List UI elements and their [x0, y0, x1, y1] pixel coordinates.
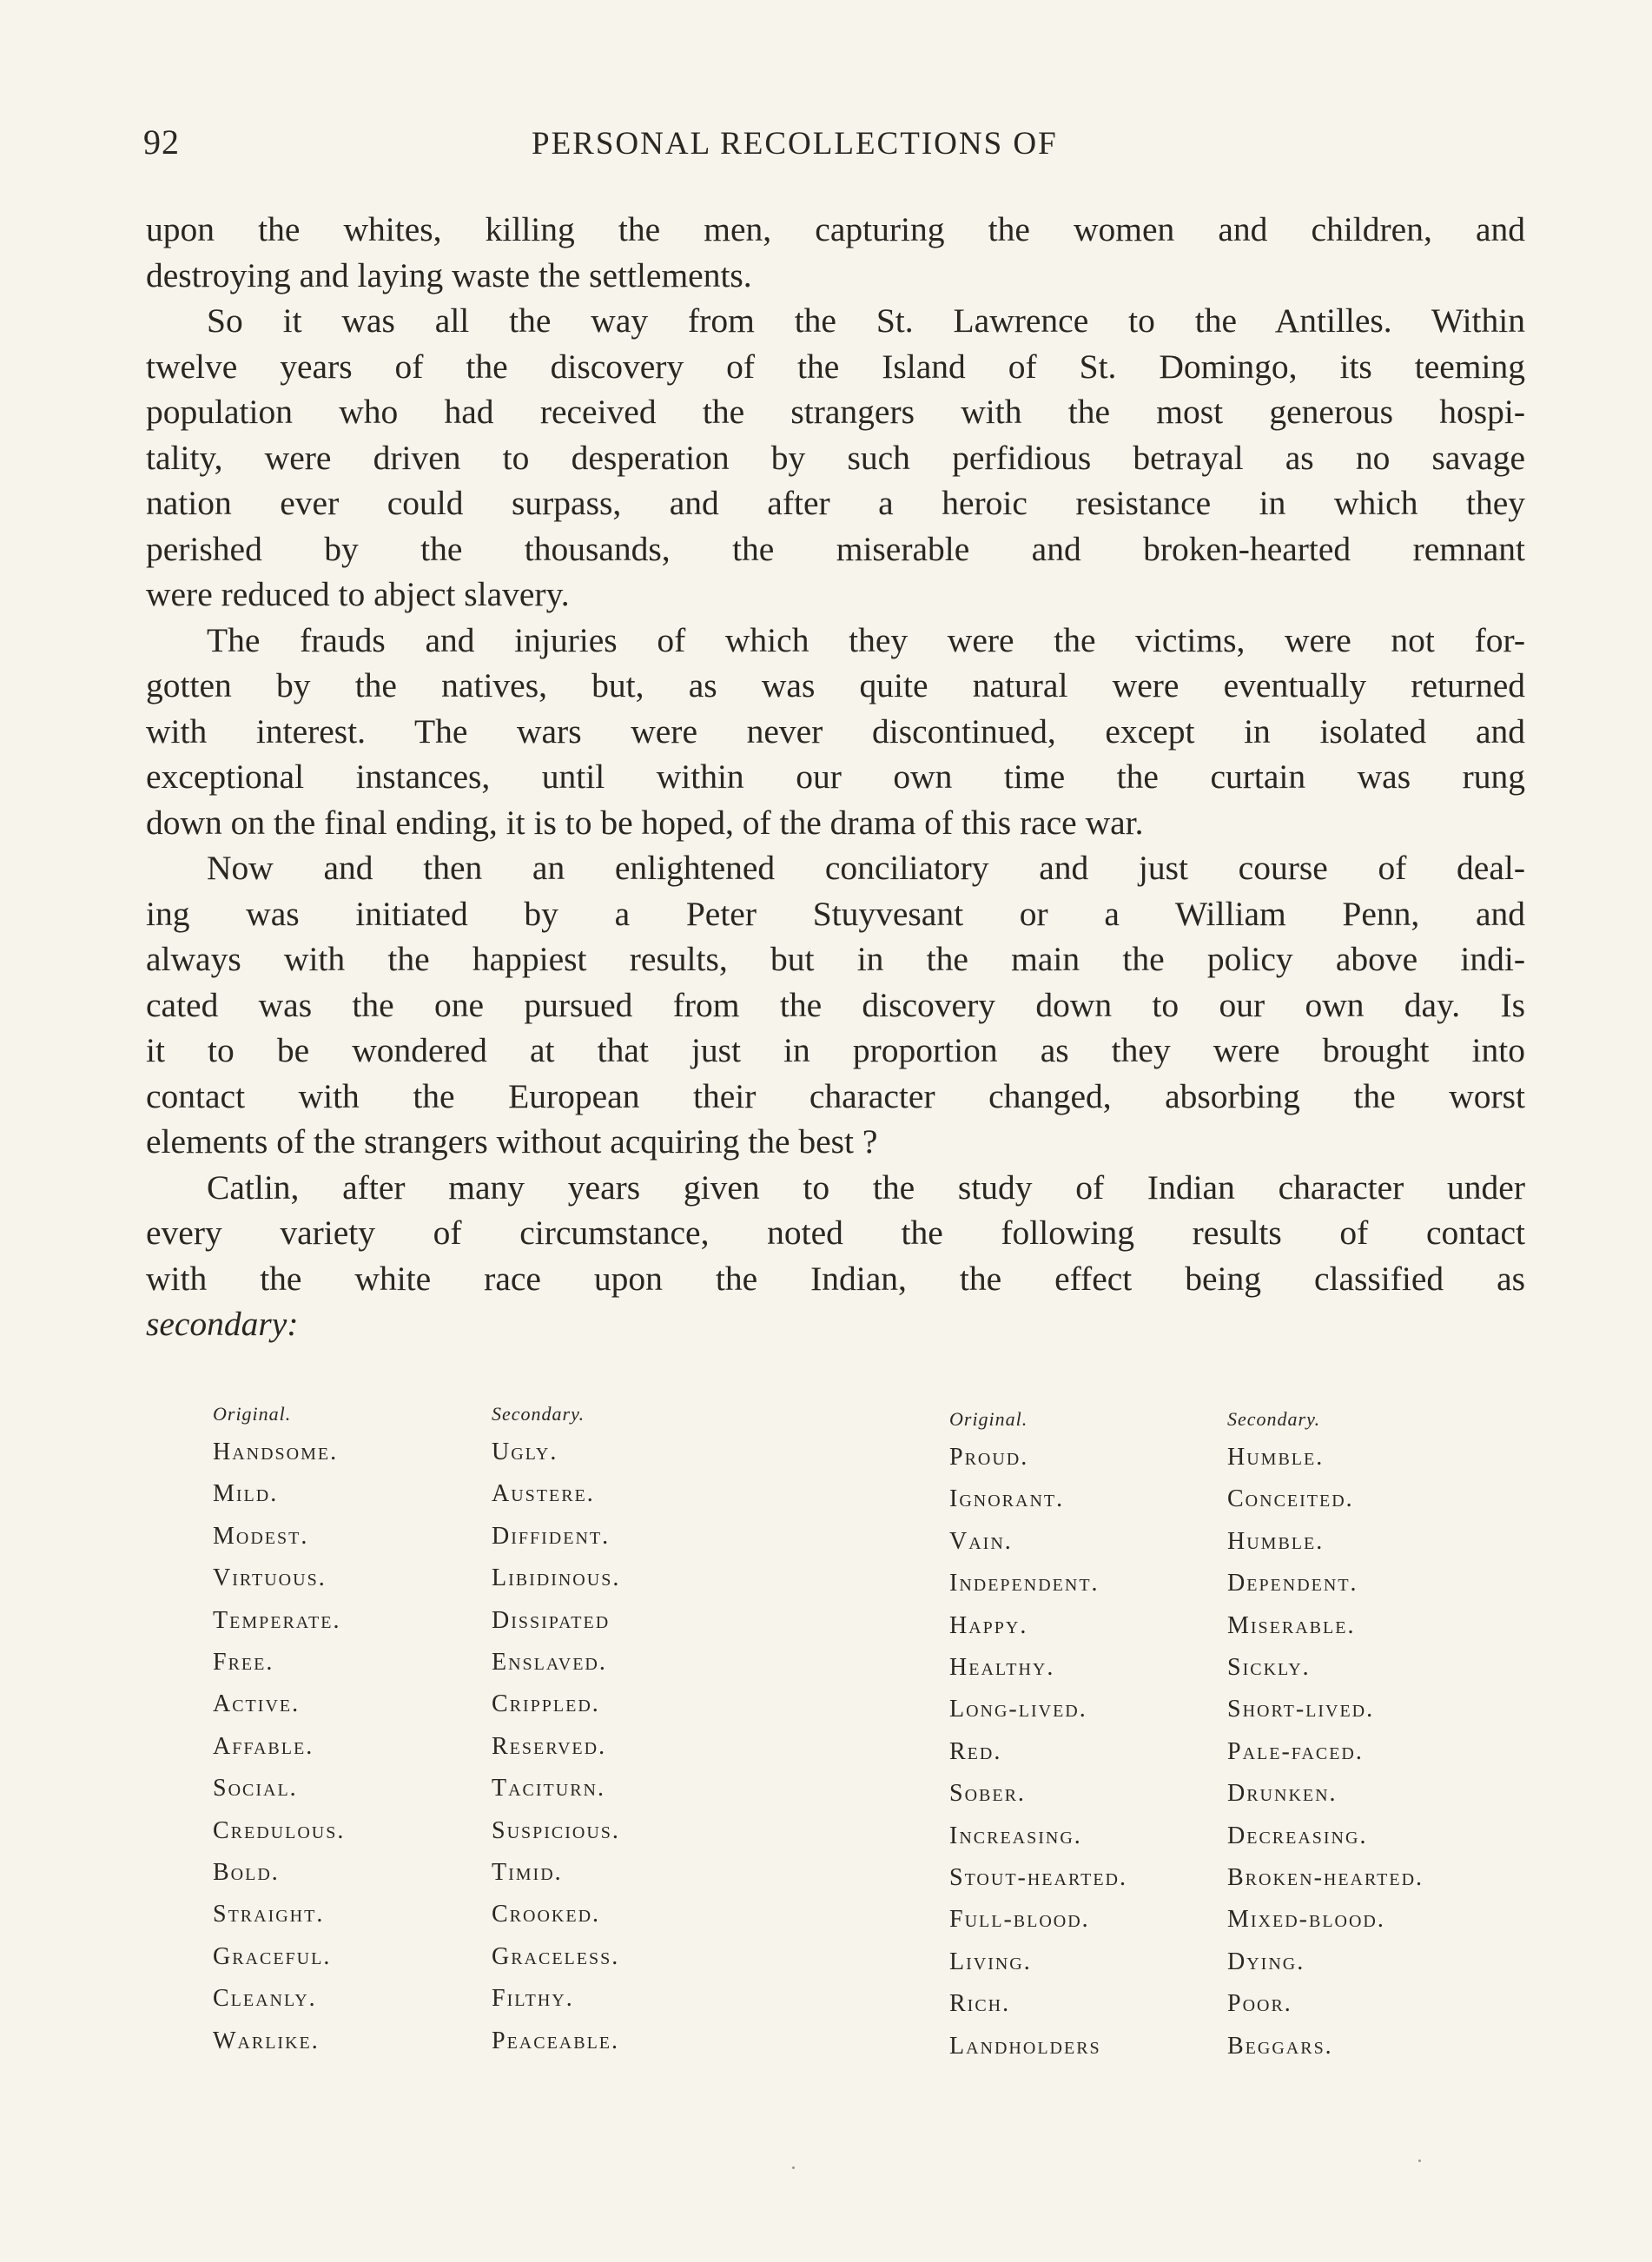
table-cell: Broken-hearted.: [1227, 1864, 1424, 1892]
paper-speck: [1418, 2159, 1421, 2162]
text-line: destroying and laying waste the settlements.: [146, 255, 752, 294]
table-cell: Living.: [949, 1948, 1032, 1975]
table-cell: Rich.: [949, 1990, 1011, 2018]
table-cell: Healthy.: [949, 1654, 1055, 1682]
table-cell: Cleanly.: [213, 1985, 317, 2013]
table-cell: Ugly.: [492, 1439, 558, 1465]
table-cell: Virtuous.: [213, 1564, 327, 1592]
table-cell: Pale-faced.: [1227, 1737, 1364, 1765]
table-cell: Sober.: [949, 1780, 1026, 1808]
table-cell: Crooked.: [492, 1901, 601, 1928]
table-cell: Libidinous.: [492, 1564, 621, 1592]
table-cell: Diffident.: [492, 1522, 611, 1550]
table-cell: Ignorant.: [949, 1485, 1065, 1513]
right-secondary-column: [1227, 1402, 1424, 2067]
table-cell: Enslaved.: [492, 1649, 607, 1677]
table-cell: Sickly.: [1227, 1654, 1311, 1682]
table-cell: Dependent.: [1227, 1570, 1358, 1597]
table-cell: Red.: [949, 1737, 1002, 1765]
table-cell: Reserved.: [492, 1732, 607, 1760]
text-line: So it was all the way from the St. Lawrence to the Antilles. Within: [207, 301, 1525, 340]
table-cell: Poor.: [1227, 1990, 1292, 2018]
table-cell: Independent.: [949, 1570, 1100, 1597]
table-cell: Graceful.: [213, 1942, 332, 1970]
table-cell: Filthy.: [492, 1985, 574, 2013]
column-header: Secondary.: [1227, 1408, 1321, 1430]
text-line: upon the whites, killing the men, capturing the women and children, and: [146, 210, 1525, 248]
table-cell: Humble.: [1227, 1527, 1325, 1555]
table-cell: Dissipated: [492, 1606, 611, 1634]
text-line: Catlin, after many years given to the study of Indian character under: [207, 1167, 1525, 1207]
table-cell: Graceless.: [492, 1942, 620, 1970]
table-cell: Credulous.: [213, 1816, 346, 1844]
table-cell: Temperate.: [213, 1606, 341, 1634]
table-cell: Warlike.: [213, 2027, 320, 2054]
text-line: secondary:: [146, 1305, 299, 1343]
column-header: Original.: [213, 1403, 292, 1425]
text-line: contact with the European their character changed, absorbing the worst: [146, 1076, 1525, 1115]
table-cell: Increasing.: [949, 1822, 1082, 1849]
table-cell: Long-lived.: [949, 1696, 1087, 1723]
right-original-column: [949, 1402, 1127, 2067]
text-line: ing was initiated by a Peter Stuyvesant or a William Penn, and: [146, 894, 1525, 933]
text-line: with interest. The wars were never discontinued, except in isolated and: [146, 711, 1525, 751]
text-line: population who had received the strangers with the most generous hospi-: [146, 393, 1525, 431]
table-cell: Straight.: [213, 1901, 325, 1928]
table-cell: Beggars.: [1227, 2032, 1333, 2060]
text-line: cated was the one pursued from the discovery down to our own day. Is: [146, 985, 1525, 1024]
text-line: down on the final ending, it is to be hoped, of the drama of this race war.: [146, 803, 1144, 842]
text-line: elements of the strangers without acquiring the best ?: [146, 1122, 878, 1161]
left-original-column: [213, 1397, 345, 2062]
table-cell: Affable.: [213, 1732, 314, 1760]
table-cell: Active.: [213, 1690, 301, 1718]
table-cell: Peaceable.: [492, 2027, 620, 2054]
column-header: Original.: [949, 1408, 1028, 1430]
table-cell: Landholders: [949, 2032, 1101, 2060]
text-line: exceptional instances, until within our own time the curtain was rung: [146, 757, 1525, 796]
table-cell: Crippled.: [492, 1690, 600, 1718]
table-cell: Suspicious.: [492, 1816, 620, 1844]
table-cell: Handsome.: [213, 1439, 339, 1465]
table-cell: Happy.: [949, 1611, 1028, 1639]
table-cell: Mixed-blood.: [1227, 1906, 1385, 1934]
table-cell: Drunken.: [1227, 1780, 1338, 1808]
text-line: always with the happiest results, but in the main the policy above indi-: [146, 940, 1525, 978]
table-cell: Short-lived.: [1227, 1696, 1375, 1723]
left-secondary-column: [492, 1397, 620, 2062]
text-line: perished by the thousands, the miserable and broken-hearted remnant: [146, 529, 1525, 568]
column-header: Secondary.: [492, 1403, 585, 1425]
text-line: The frauds and injuries of which they were the victims, were not for-: [207, 620, 1525, 659]
text-line: gotten by the natives, but, as was quite natural were eventually returned: [146, 666, 1525, 704]
text-line: Now and then an enlightened conciliatory and just course of deal-: [207, 849, 1525, 887]
running-head: PERSONAL RECOLLECTIONS OF: [532, 126, 1058, 162]
text-line: with the white race upon the Indian, the effect being classified as: [146, 1259, 1525, 1298]
text-line: every variety of circumstance, noted the following results of contact: [146, 1214, 1525, 1252]
table-cell: Full-blood.: [949, 1906, 1090, 1934]
text-line: tality, were driven to desperation by such perfidious betrayal as no savage: [146, 438, 1525, 477]
table-cell: Social.: [213, 1775, 298, 1802]
paper-speck: [792, 2166, 795, 2169]
table-cell: Humble.: [1227, 1444, 1325, 1471]
text-line: nation ever could surpass, and after a heroic resistance in which they: [146, 484, 1525, 522]
table-cell: Bold.: [213, 1859, 280, 1887]
table-cell: Modest.: [213, 1522, 309, 1550]
table-cell: Miserable.: [1227, 1611, 1356, 1639]
table-cell: Free.: [213, 1649, 274, 1677]
table-cell: Stout-hearted.: [949, 1864, 1127, 1892]
text-line: were reduced to abject slavery.: [146, 575, 570, 613]
text-line: it to be wondered at that just in proportion as they were brought into: [146, 1031, 1525, 1069]
table-cell: Conceited.: [1227, 1485, 1354, 1513]
table-cell: Vain.: [949, 1527, 1013, 1555]
page-number: 92: [143, 122, 180, 162]
table-cell: Timid.: [492, 1859, 563, 1887]
table-cell: Dying.: [1227, 1948, 1305, 1975]
table-cell: Mild.: [213, 1480, 279, 1508]
table-cell: Taciturn.: [492, 1775, 605, 1802]
text-line: twelve years of the discovery of the Island of St. Domingo, its teeming: [146, 347, 1525, 386]
table-cell: Decreasing.: [1227, 1822, 1368, 1849]
body-text: [146, 207, 1525, 1347]
table-cell: Proud.: [949, 1444, 1029, 1471]
table-cell: Austere.: [492, 1480, 595, 1508]
